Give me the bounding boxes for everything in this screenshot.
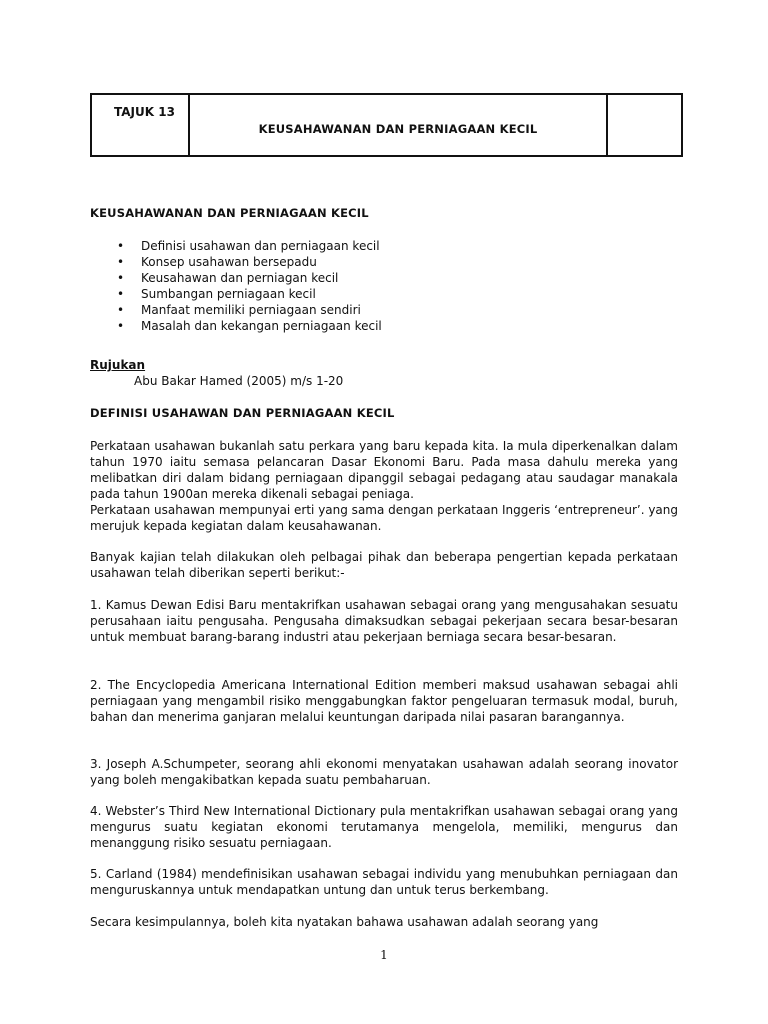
list-item: • Sumbangan perniagaan kecil bbox=[117, 287, 316, 301]
bullet-icon: • bbox=[117, 303, 125, 317]
page-number: 1 bbox=[380, 948, 388, 962]
bullet-icon: • bbox=[117, 239, 125, 253]
section-heading: KEUSAHAWANAN DAN PERNIAGAAN KECIL bbox=[90, 206, 369, 220]
references-label: Rujukan bbox=[90, 358, 146, 372]
paragraph: 1. Kamus Dewan Edisi Baru mentakrifkan usahawan sebagai orang yang mengusahakan sesuatu perusahaan iaitu pengusaha. Pengusaha dimaksudkan sebagai pekerjaan secara besar-besaran untuk membuat barang-barang industri atau pekerjaan berniaga secara besar-besaran. bbox=[90, 598, 678, 644]
bullet-icon: • bbox=[117, 255, 125, 269]
empty-cell bbox=[608, 95, 681, 155]
topic-bullet-list bbox=[117, 238, 382, 334]
reference-entry: Abu Bakar Hamed (2005) m/s 1-20 bbox=[134, 374, 344, 388]
paragraph: 2. The Encyclopedia Americana International Edition memberi maksud usahawan sebagai ahli perniagaan yang mengambil risiko menggabungkan faktor pengeluaran termasuk modal, buruh, bahan dan menerima ganjaran melalui keuntungan daripada nilai pasaran barangannya. bbox=[90, 678, 678, 724]
paragraph: Perkataan usahawan mempunyai erti yang sama dengan perkataan Inggeris ‘entrepreneur’. yang merujuk kepada kegiatan dalam keusahawanan. bbox=[90, 503, 678, 533]
list-item: • Masalah dan kekangan perniagaan kecil bbox=[117, 319, 382, 333]
topic-label: TAJUK 13 bbox=[114, 105, 175, 119]
bullet-icon: • bbox=[117, 271, 125, 285]
paragraph: Secara kesimpulannya, boleh kita nyatakan bahawa usahawan adalah seorang yang bbox=[90, 915, 599, 929]
list-item: • Definisi usahawan dan perniagaan kecil bbox=[117, 239, 380, 253]
paragraph: 3. Joseph A.Schumpeter, seorang ahli ekonomi menyatakan usahawan adalah seorang inovator yang boleh mengakibatkan kepada suatu pembaharuan. bbox=[90, 757, 678, 787]
bullet-icon: • bbox=[117, 319, 125, 333]
definition-heading: DEFINISI USAHAWAN DAN PERNIAGAAN KECIL bbox=[90, 406, 395, 420]
bullet-icon: • bbox=[117, 287, 125, 301]
paragraph: Perkataan usahawan bukanlah satu perkara yang baru kepada kita. Ia mula diperkenalkan dalam tahun 1970 iaitu semasa pelancaran Dasar Ekonomi Baru. Pada masa dahulu mereka yang melibatkan diri dalam bidang perniagaan dipanggil sebagai pedagang atau saudagar manakala pada tahun 1900an mereka dikenali sebagai peniaga. bbox=[90, 439, 678, 501]
paragraph: 5. Carland (1984) mendefinisikan usahawan sebagai individu yang menubuhkan perniagaan dan menguruskannya untuk mendapatkan untung dan untuk terus berkembang. bbox=[90, 867, 678, 897]
list-item: • Konsep usahawan bersepadu bbox=[117, 255, 317, 269]
list-item: • Manfaat memiliki perniagaan sendiri bbox=[117, 303, 361, 317]
title-table bbox=[90, 93, 683, 157]
topic-title: KEUSAHAWANAN DAN PERNIAGAAN KECIL bbox=[258, 122, 538, 136]
paragraph: 4. Webster’s Third New International Dictionary pula mentakrifkan usahawan sebagai orang yang mengurus suatu kegiatan ekonomi terutamanya mengelola, memiliki, mengurus dan menanggung risiko sesuatu perniagaan. bbox=[90, 804, 678, 850]
title-cell bbox=[190, 95, 608, 155]
list-item: • Keusahawan dan perniagan kecil bbox=[117, 271, 339, 285]
paragraph: Banyak kajian telah dilakukan oleh pelbagai pihak dan beberapa pengertian kepada perkataan usahawan telah diberikan seperti berikut:- bbox=[90, 550, 678, 580]
topic-cell bbox=[92, 95, 190, 155]
